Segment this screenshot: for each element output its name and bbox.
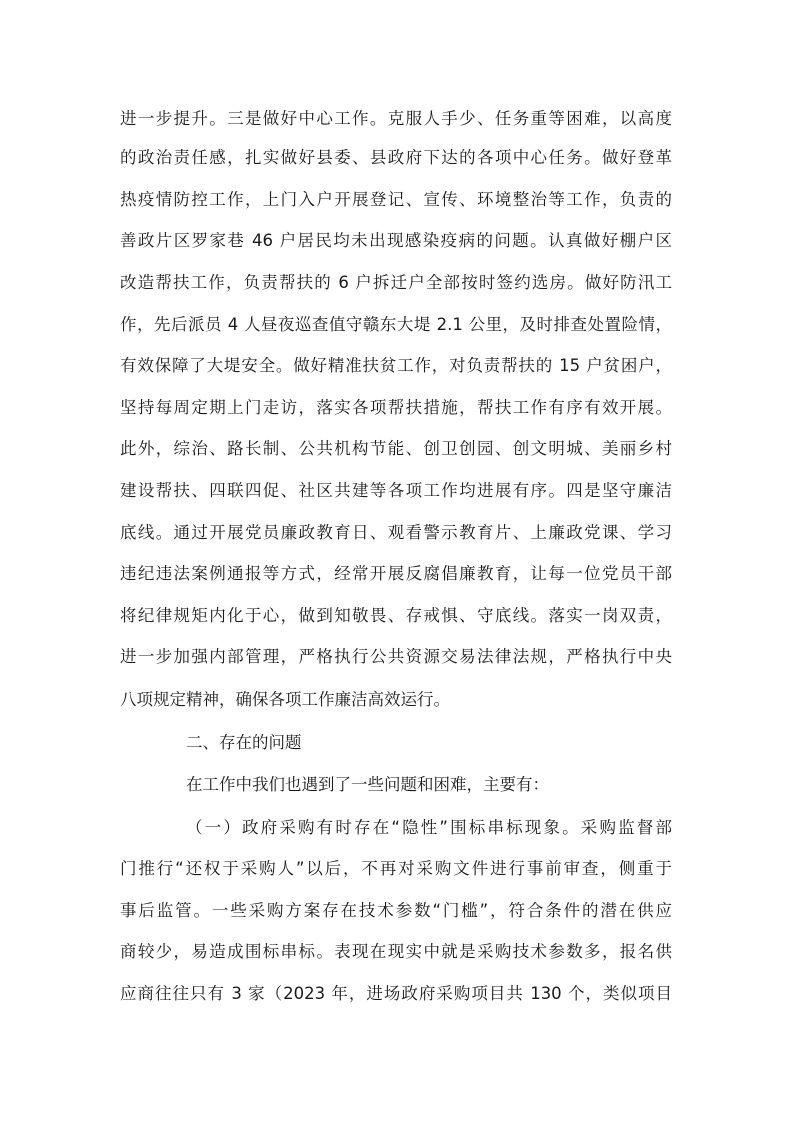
- body-text-line: 门推行“还权于采购人”以后，不再对采购文件进行事前审查，侧重于: [120, 859, 672, 878]
- body-text-line: 应商往往只有 3 家（2023 年，进场政府采购项目共 130 个，类似项目: [120, 984, 672, 1003]
- section-heading: 二、存在的问题: [186, 733, 302, 752]
- body-text-line: 改造帮扶工作，负责帮扶的 6 户拆迁户全部按时签约选房。做好防汛工: [120, 273, 672, 292]
- body-text-line: 有效保障了大堤安全。做好精准扶贫工作，对负责帮扶的 15 户贫困户，: [120, 356, 672, 375]
- body-text-line: 作，先后派员 4 人昼夜巡查值守赣东大堤 2.1 公里，及时排查处置险情，: [120, 315, 672, 334]
- body-text-line: 将纪律规矩内化于心，做到知敬畏、存戒惧、守底线。落实一岗双责，: [120, 606, 672, 625]
- body-text-line: 善政片区罗家巷 46 户居民均未出现感染疫病的问题。认真做好棚户区: [120, 231, 672, 250]
- body-text-line: 坚持每周定期上门走访，落实各项帮扶措施，帮扶工作有序有效开展。: [120, 398, 672, 417]
- body-text-line: 违纪违法案例通报等方式，经常开展反腐倡廉教育，让每一位党员干部: [120, 564, 672, 583]
- body-text-line: 热疫情防控工作，上门入户开展登记、宣传、环境整治等工作，负责的: [120, 190, 672, 209]
- intro-sentence: 在工作中我们也遇到了一些问题和困难，主要有：: [186, 775, 549, 794]
- body-text-line: 进一步提升。三是做好中心工作。克服人手少、任务重等困难，以高度: [120, 109, 672, 128]
- body-text-line: 八项规定精神，确保各项工作廉洁高效运行。: [120, 690, 450, 709]
- body-text-line: 商较少，易造成围标串标。表现在现实中就是采购技术参数多，报名供: [120, 942, 672, 961]
- body-text-line: 事后监管。一些采购方案存在技术参数“门槛”，符合条件的潜在供应: [120, 901, 672, 920]
- body-text-line: 进一步加强内部管理，严格执行公共资源交易法律法规，严格执行中央: [120, 647, 672, 666]
- body-text-line: 此外，综治、路长制、公共机构节能、创卫创园、创文明城、美丽乡村: [120, 439, 672, 458]
- body-text-line: 的政治责任感，扎实做好县委、县政府下达的各项中心任务。做好登革: [120, 148, 672, 167]
- body-text-line: （一）政府采购有时存在“隐性”围标串标现象。采购监督部: [186, 818, 672, 837]
- body-text-line: 底线。通过开展党员廉政教育日、观看警示教育片、上廉政党课、学习: [120, 523, 672, 542]
- body-text-line: 建设帮扶、四联四促、社区共建等各项工作均进展有序。四是坚守廉洁: [120, 481, 672, 500]
